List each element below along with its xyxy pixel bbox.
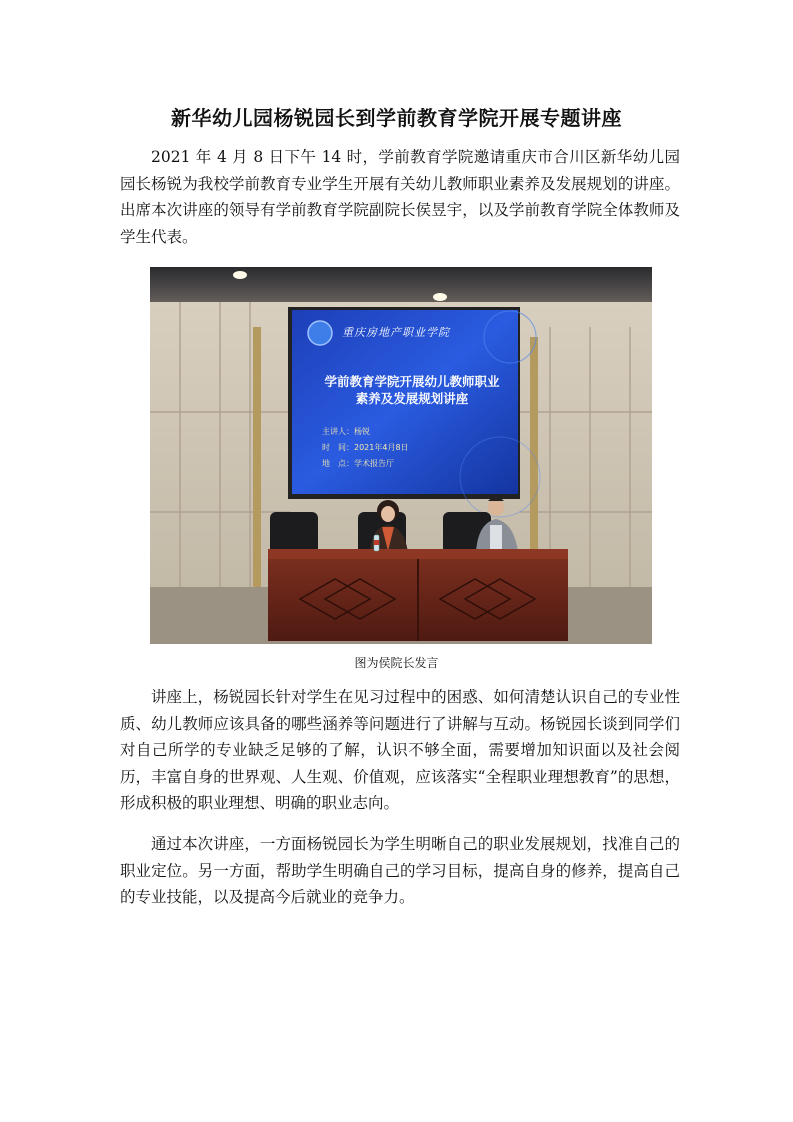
screen-time: 时 间：2021年4月8日 [322,443,409,452]
body-paragraph-lecture: 讲座上，杨锐园长针对学生在见习过程中的困惑、如何清楚认识自己的专业性质、幼儿教师应该具备的哪些涵养等问题进行了讲解与互动。杨锐园长谈到同学们对自己所学的专业缺乏足够的了解，认识不够全面，需要增加知识面以及社会阅历，丰富自身的世界观、人生观、价值观，应该落实“全程职业理想教育”的思想，形成积极的职业理想、明确的职业志向。 [120,688,680,812]
lecture-photo-illustration [150,267,652,644]
body-paragraph-conclusion: 通过本次讲座，一方面杨锐园长为学生明晰自己的职业发展规划，找准自己的职业定位。另一方面，帮助学生明确自己的学习目标，提高自身的修养，提高自己的专业技能，以及提高今后就业的竞争力。 [120,835,680,906]
screen-speaker: 主讲人：杨锐 [322,427,370,436]
intro-paragraph: 2021 年 4 月 8 日下午 14 时，学前教育学院邀请重庆市合川区新华幼儿园园长杨锐为我校学前教育专业学生开展有关幼儿教师职业素养及发展规划的讲座。出席本次讲座的领导有学前教育学院副院长侯昱宇，以及学前教育学院全体教师及学生代表。 [120,148,680,246]
photo-caption: 图为侯院长发言 [354,656,439,670]
page-title: 新华幼儿园杨锐园长到学前教育学院开展专题讲座 [171,106,622,130]
screen-college-name: 重庆房地产职业学院 [342,326,450,339]
screen-place: 地 点：学术报告厅 [322,459,394,468]
screen-heading: 学前教育学院开展幼儿教师职业素养及发展规划讲座 [324,374,500,406]
lecture-photo [150,267,652,644]
